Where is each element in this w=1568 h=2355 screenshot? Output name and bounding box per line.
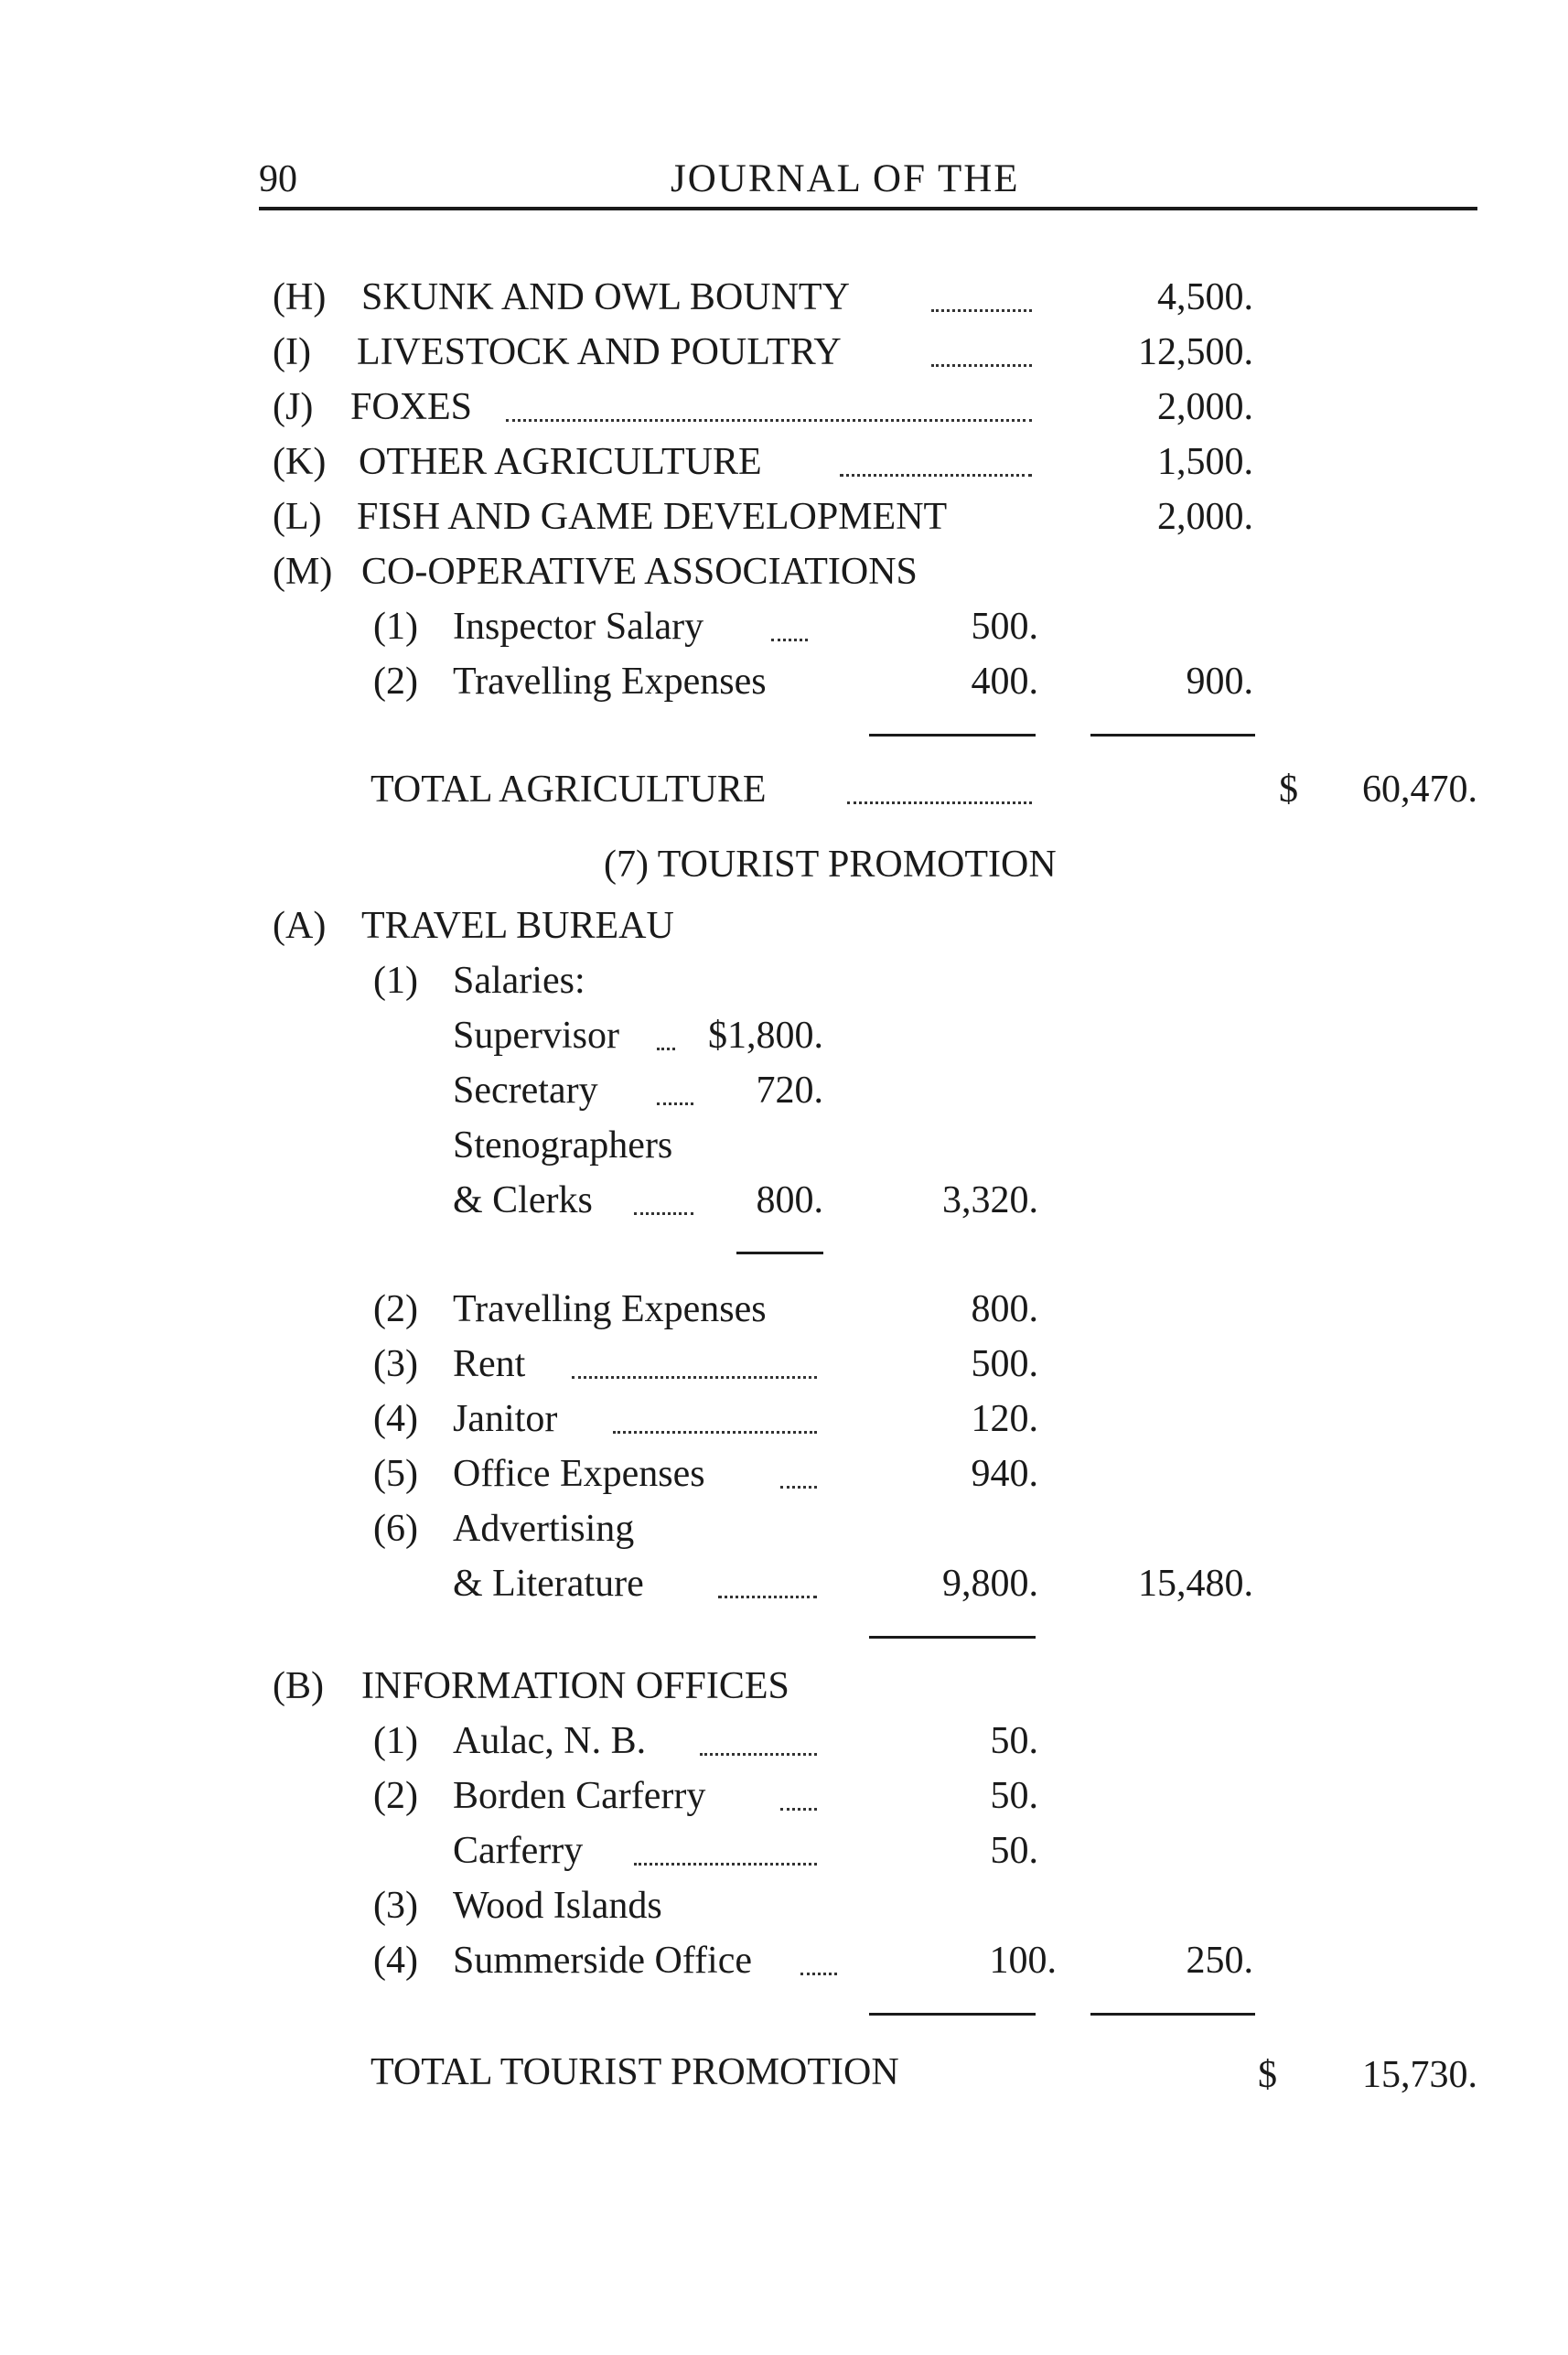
item-l-amount: 2,000. (1157, 496, 1253, 538)
travel-6-amount: 9,800. (942, 1563, 1038, 1605)
subtotal-rule (869, 1636, 1036, 1639)
travel-bureau-subtotal: 15,480. (1138, 1563, 1253, 1605)
info-4-id: (4) (373, 1940, 418, 1982)
coop-2-amount: 400. (971, 661, 1038, 703)
coop-subtotal: 900. (1186, 661, 1253, 703)
coop-1-amount: 500. (971, 606, 1038, 648)
salary-clerks-amount: 800. (756, 1179, 823, 1221)
total-tourist-label: TOTAL TOURIST PROMOTION (371, 2051, 899, 2093)
item-h-id: (H) (273, 276, 327, 318)
leader-dots (780, 1486, 817, 1489)
coop-2-label: Travelling Expenses (453, 661, 767, 703)
section-heading: (7) TOURIST PROMOTION (604, 844, 1057, 886)
item-i-amount: 12,500. (1138, 331, 1253, 373)
item-l-label: FISH AND GAME DEVELOPMENT (357, 496, 948, 538)
salaries-id: (1) (373, 960, 418, 1002)
info-1-id: (1) (373, 1720, 418, 1762)
running-title: JOURNAL OF THE (671, 157, 1020, 200)
travel-2-id: (2) (373, 1288, 418, 1330)
item-h-label: SKUNK AND OWL BOUNTY (361, 276, 850, 318)
leader-dots (771, 639, 808, 641)
leader-dots (613, 1431, 817, 1434)
travel-5-id: (5) (373, 1453, 418, 1495)
travel-4-id: (4) (373, 1398, 418, 1440)
info-1-amount: 50. (990, 1720, 1038, 1762)
subtotal-rule (1090, 734, 1255, 737)
info-2-id: (2) (373, 1775, 418, 1817)
item-h-amount: 4,500. (1157, 276, 1253, 318)
leader-dots (847, 801, 1032, 804)
salary-supervisor-amount: $1,800. (708, 1015, 823, 1057)
subtotal-rule (869, 2013, 1036, 2016)
travel-6b-label: & Literature (453, 1563, 644, 1605)
travel-5-amount: 940. (971, 1453, 1038, 1495)
item-k-id: (K) (273, 441, 327, 483)
coop-2-id: (2) (373, 661, 418, 703)
travel-5-label: Office Expenses (453, 1453, 705, 1495)
leader-dots (718, 1596, 817, 1598)
info-2-amount: 50. (990, 1775, 1038, 1817)
total-tourist-dollar: $ (1258, 2054, 1277, 2096)
info-offices-id: (B) (273, 1665, 324, 1707)
salary-supervisor-label: Supervisor (453, 1015, 619, 1057)
subtotal-rule (869, 734, 1036, 737)
item-j-id: (J) (273, 386, 314, 428)
leader-dots (931, 364, 1032, 367)
salaries-label: Salaries: (453, 960, 585, 1002)
total-agriculture-amount: 60,470. (1362, 769, 1477, 811)
info-offices-subtotal: 250. (1186, 1940, 1253, 1982)
item-l-id: (L) (273, 496, 322, 538)
travel-3-amount: 500. (971, 1343, 1038, 1385)
leader-dots (840, 474, 1032, 477)
salary-secretary-label: Secretary (453, 1070, 598, 1112)
leader-dots (506, 419, 1032, 422)
item-m-id: (M) (273, 551, 333, 593)
salary-clerks-label: & Clerks (453, 1179, 593, 1221)
leader-dots (700, 1753, 817, 1756)
total-tourist-amount: 15,730. (1362, 2054, 1477, 2096)
item-j-amount: 2,000. (1157, 386, 1253, 428)
travel-4-label: Janitor (453, 1398, 558, 1440)
travel-2-amount: 800. (971, 1288, 1038, 1330)
travel-3-label: Rent (453, 1343, 526, 1385)
total-agriculture-dollar: $ (1279, 769, 1298, 811)
info-2b-amount: 50. (990, 1830, 1038, 1872)
info-1-label: Aulac, N. B. (453, 1720, 647, 1762)
info-2b-label: Carferry (453, 1830, 584, 1872)
info-4-label: Summerside Office (453, 1940, 752, 1982)
leader-dots (800, 1973, 837, 1975)
item-j-label: FOXES (350, 386, 473, 428)
salary-secretary-amount: 720. (756, 1070, 823, 1112)
info-3-label: Wood Islands (453, 1885, 662, 1927)
info-3-id: (3) (373, 1885, 418, 1927)
total-agriculture-label: TOTAL AGRICULTURE (371, 769, 767, 811)
info-4-amount: 100. (989, 1940, 1057, 1982)
salary-stenographers-label: Stenographers (453, 1124, 673, 1167)
travel-6-label: Advertising (453, 1508, 635, 1550)
subtotal-rule (1090, 2013, 1255, 2016)
subtotal-rule (736, 1252, 823, 1254)
travel-4-amount: 120. (971, 1398, 1038, 1440)
salaries-subtotal: 3,320. (942, 1179, 1038, 1221)
travel-3-id: (3) (373, 1343, 418, 1385)
page-number: 90 (259, 158, 297, 200)
travel-bureau-id: (A) (273, 905, 327, 947)
header-rule (259, 207, 1477, 210)
item-i-id: (I) (273, 331, 311, 373)
leader-dots (931, 309, 1032, 312)
leader-dots (572, 1376, 817, 1379)
leader-dots (780, 1808, 817, 1811)
travel-6-id: (6) (373, 1508, 418, 1550)
item-i-label: LIVESTOCK AND POULTRY (357, 331, 842, 373)
leader-dots (634, 1863, 817, 1866)
item-k-label: OTHER AGRICULTURE (359, 441, 762, 483)
item-k-amount: 1,500. (1157, 441, 1253, 483)
coop-1-id: (1) (373, 606, 418, 648)
travel-2-label: Travelling Expenses (453, 1288, 767, 1330)
info-2-label: Borden Carferry (453, 1775, 706, 1817)
item-m-label: CO-OPERATIVE ASSOCIATIONS (361, 551, 918, 593)
info-offices-label: INFORMATION OFFICES (361, 1665, 789, 1707)
coop-1-label: Inspector Salary (453, 606, 704, 648)
travel-bureau-label: TRAVEL BUREAU (361, 905, 674, 947)
